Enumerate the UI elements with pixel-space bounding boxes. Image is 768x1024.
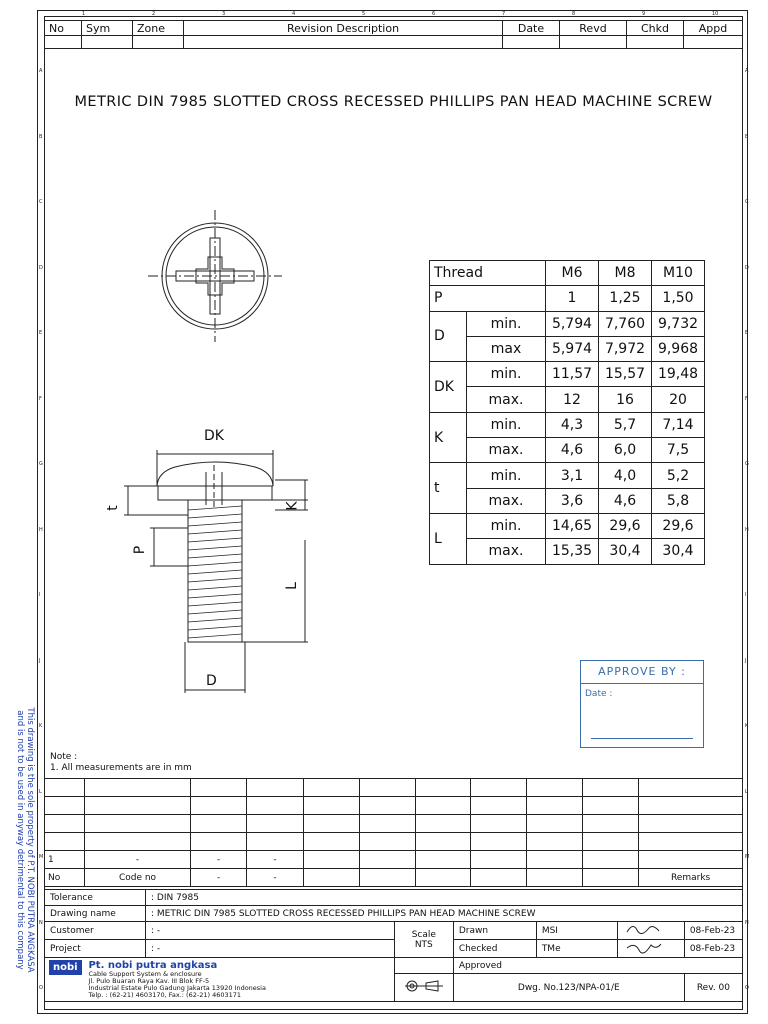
zone-letter: D bbox=[39, 264, 43, 271]
parts-list-row bbox=[45, 869, 743, 887]
rev-col-sym: Sym bbox=[82, 21, 133, 36]
zone-letter: K bbox=[39, 723, 43, 729]
parts-list-cell bbox=[303, 779, 359, 797]
rev-col-chkd: Chkd bbox=[627, 21, 684, 36]
company-line-1: Cable Support System & enclosure bbox=[88, 970, 202, 978]
parts-list-cell bbox=[359, 833, 415, 851]
zone-letter: I bbox=[745, 592, 747, 598]
rev-col-appd: Appd bbox=[684, 21, 743, 36]
parts-list-cell bbox=[303, 869, 359, 887]
parts-list-cell bbox=[639, 815, 743, 833]
checked-signature bbox=[617, 940, 684, 958]
checked-by: TMe bbox=[536, 940, 617, 958]
parts-list-cell bbox=[415, 779, 471, 797]
column-number: 9 bbox=[642, 11, 646, 17]
spec-value: 3,1 bbox=[546, 463, 599, 488]
parts-list-row bbox=[45, 851, 743, 869]
parts-list-cell: - bbox=[247, 869, 303, 887]
proprietary-line-2: and is not to be used in anyway detrimental to this company bbox=[15, 710, 25, 970]
parts-list-cell bbox=[303, 851, 359, 869]
column-number: 2 bbox=[152, 11, 156, 17]
checked-date: 08-Feb-23 bbox=[684, 940, 742, 958]
parts-list-cell bbox=[527, 779, 583, 797]
spec-header-size: M8 bbox=[599, 261, 652, 286]
parts-list-cell bbox=[583, 779, 639, 797]
spec-param: K bbox=[430, 412, 467, 463]
zone-letter: F bbox=[745, 395, 748, 402]
spec-value: 9,968 bbox=[652, 336, 705, 361]
spec-header-size: M10 bbox=[652, 261, 705, 286]
company-line-3: Industrial Estate Pulo Gadung Jakarta 13920 Indonesia bbox=[88, 984, 266, 992]
signature-icon bbox=[623, 922, 663, 936]
spec-subrow-label: max bbox=[467, 336, 546, 361]
parts-list-cell bbox=[415, 833, 471, 851]
column-number: 7 bbox=[502, 11, 506, 17]
spec-value: 30,4 bbox=[599, 539, 652, 564]
spec-value: 4,6 bbox=[546, 438, 599, 463]
spec-value: 14,65 bbox=[546, 513, 599, 538]
zone-letter: B bbox=[745, 133, 749, 140]
parts-list-cell bbox=[527, 869, 583, 887]
parts-list-row bbox=[45, 815, 743, 833]
zone-letter: M bbox=[745, 854, 750, 860]
zone-letter: O bbox=[39, 985, 43, 991]
parts-list-cell bbox=[415, 797, 471, 815]
dim-label-p: P bbox=[132, 545, 149, 555]
scale-value: NTS bbox=[414, 939, 433, 950]
spec-subrow-label: min. bbox=[467, 463, 546, 488]
parts-list-cell bbox=[359, 851, 415, 869]
parts-list-cell: No bbox=[45, 869, 85, 887]
column-number: 5 bbox=[362, 11, 366, 17]
spec-value: 4,6 bbox=[599, 488, 652, 513]
parts-list-cell bbox=[415, 869, 471, 887]
parts-list-cell bbox=[191, 779, 247, 797]
parts-list-cell bbox=[583, 833, 639, 851]
rev-col-no: No bbox=[45, 21, 82, 36]
parts-list-cell: - bbox=[191, 869, 247, 887]
spec-subrow-label: min. bbox=[467, 311, 546, 336]
approve-box bbox=[580, 660, 704, 748]
spec-value: 1 bbox=[546, 286, 599, 311]
zone-letter: G bbox=[745, 461, 749, 467]
spec-value: 5,2 bbox=[652, 463, 705, 488]
spec-value: 5,8 bbox=[652, 488, 705, 513]
parts-list-row bbox=[45, 833, 743, 851]
revision-table bbox=[44, 20, 743, 49]
parts-list-row bbox=[45, 797, 743, 815]
zone-letter: N bbox=[39, 919, 43, 926]
spec-value: 12 bbox=[546, 387, 599, 412]
parts-list-cell bbox=[527, 797, 583, 815]
parts-list-cell bbox=[583, 869, 639, 887]
parts-list-cell: - bbox=[85, 851, 191, 869]
parts-list-cell: 1 bbox=[45, 851, 85, 869]
zone-letter: H bbox=[745, 526, 749, 533]
spec-param: P bbox=[430, 286, 546, 311]
drawing-name-value: : METRIC DIN 7985 SLOTTED CROSS RECESSED PHILLIPS PAN HEAD MACHINE SCREW bbox=[146, 906, 743, 922]
zone-letter: N bbox=[745, 919, 749, 926]
parts-list-cell bbox=[85, 779, 191, 797]
spec-row bbox=[430, 513, 705, 538]
zone-letter: G bbox=[39, 461, 43, 467]
drawn-label: Drawn bbox=[453, 922, 536, 940]
company-logo: nobi bbox=[49, 960, 82, 975]
spec-value: 16 bbox=[599, 387, 652, 412]
signature-icon bbox=[623, 940, 663, 954]
approve-signature-line bbox=[591, 738, 693, 739]
parts-list-cell bbox=[415, 851, 471, 869]
spec-row bbox=[430, 463, 705, 488]
parts-list-cell bbox=[303, 797, 359, 815]
spec-row bbox=[430, 336, 705, 361]
company-line-2: Jl. Pulo Buaran Raya Kav. III Blok FF-5 bbox=[88, 977, 210, 985]
parts-list-cell bbox=[45, 833, 85, 851]
approve-date-label: Date : bbox=[585, 689, 613, 699]
drawing-name-label: Drawing name bbox=[45, 906, 146, 922]
parts-list-cell bbox=[583, 815, 639, 833]
zone-letter: B bbox=[39, 133, 43, 140]
spec-row bbox=[430, 362, 705, 387]
proprietary-notice bbox=[15, 675, 35, 1005]
spec-subrow-label: max. bbox=[467, 387, 546, 412]
parts-list-cell bbox=[247, 815, 303, 833]
parts-list-cell bbox=[359, 797, 415, 815]
zone-letter: A bbox=[745, 68, 749, 74]
spec-row bbox=[430, 539, 705, 564]
spec-header-size: M6 bbox=[546, 261, 599, 286]
spec-value: 29,6 bbox=[652, 513, 705, 538]
column-number: 1 bbox=[82, 11, 86, 17]
parts-list-cell: Code no bbox=[85, 869, 191, 887]
spec-value: 15,57 bbox=[599, 362, 652, 387]
column-number: 4 bbox=[292, 11, 296, 17]
spec-value: 11,57 bbox=[546, 362, 599, 387]
spec-value: 7,5 bbox=[652, 438, 705, 463]
spec-param: L bbox=[430, 513, 467, 564]
zone-letter: M bbox=[39, 854, 44, 860]
parts-list-cell bbox=[45, 815, 85, 833]
dim-label-d: D bbox=[206, 673, 217, 689]
scale-label: Scale bbox=[411, 929, 436, 940]
parts-list-cell bbox=[247, 833, 303, 851]
scale-cell bbox=[394, 922, 453, 958]
spec-subrow-label: min. bbox=[467, 513, 546, 538]
spec-value: 15,35 bbox=[546, 539, 599, 564]
project-label: Project bbox=[45, 940, 146, 958]
parts-list-cell bbox=[247, 779, 303, 797]
spec-header-label: Thread bbox=[430, 261, 546, 286]
spec-value: 7,972 bbox=[599, 336, 652, 361]
parts-list-cell: - bbox=[247, 851, 303, 869]
note-heading: Note : bbox=[50, 752, 78, 762]
dimension-spec-table bbox=[429, 260, 705, 565]
zone-letter: L bbox=[39, 788, 42, 795]
parts-list-row bbox=[45, 779, 743, 797]
parts-list-cell bbox=[359, 815, 415, 833]
proprietary-line-1: This drawing is the sole property of P.T. NOBI PUTRA ANGKASA bbox=[25, 707, 35, 973]
customer-label: Customer bbox=[45, 922, 146, 940]
parts-list-cell bbox=[191, 797, 247, 815]
projection-symbol-icon bbox=[394, 974, 453, 1002]
revision-number: Rev. 00 bbox=[684, 974, 742, 1002]
parts-list-cell bbox=[45, 797, 85, 815]
tolerance-label: Tolerance bbox=[45, 890, 146, 906]
zone-letter: H bbox=[39, 526, 43, 533]
spec-subrow-label: max. bbox=[467, 438, 546, 463]
spec-value: 7,760 bbox=[599, 311, 652, 336]
screw-drawing bbox=[100, 210, 430, 700]
spec-value: 1,25 bbox=[599, 286, 652, 311]
parts-list-cell bbox=[583, 797, 639, 815]
spec-value: 4,0 bbox=[599, 463, 652, 488]
zone-letter: O bbox=[745, 985, 749, 991]
spec-value: 5,974 bbox=[546, 336, 599, 361]
parts-list-cell bbox=[303, 815, 359, 833]
spec-value: 7,14 bbox=[652, 412, 705, 437]
company-name: Pt. nobi putra angkasa bbox=[88, 960, 218, 971]
parts-list-cell bbox=[359, 779, 415, 797]
spec-subrow-label: max. bbox=[467, 539, 546, 564]
parts-list-cell bbox=[471, 851, 527, 869]
spec-subrow-label: min. bbox=[467, 362, 546, 387]
tolerance-value: : DIN 7985 bbox=[146, 890, 743, 906]
spec-row bbox=[430, 387, 705, 412]
zone-letter: E bbox=[39, 330, 43, 336]
spec-value: 4,3 bbox=[546, 412, 599, 437]
spec-value: 30,4 bbox=[652, 539, 705, 564]
spec-row bbox=[430, 311, 705, 336]
parts-list-cell bbox=[527, 833, 583, 851]
rev-col-description: Revision Description bbox=[184, 21, 503, 36]
title-block bbox=[44, 889, 743, 1002]
project-value: : - bbox=[146, 940, 395, 958]
spec-subrow-label: min. bbox=[467, 412, 546, 437]
zone-letter: J bbox=[745, 657, 747, 664]
drawing-number: Dwg. No.123/NPA-01/E bbox=[453, 974, 684, 1002]
spec-value: 3,6 bbox=[546, 488, 599, 513]
parts-list-cell bbox=[247, 797, 303, 815]
approved-label: Approved bbox=[453, 958, 742, 974]
parts-list-cell: Remarks bbox=[639, 869, 743, 887]
spec-value: 5,7 bbox=[599, 412, 652, 437]
approve-title: APPROVE BY : bbox=[581, 661, 703, 684]
drawn-date: 08-Feb-23 bbox=[684, 922, 742, 940]
drawn-by: MSI bbox=[536, 922, 617, 940]
parts-list-cell bbox=[639, 779, 743, 797]
rev-col-zone: Zone bbox=[133, 21, 184, 36]
zone-letter: D bbox=[745, 264, 749, 271]
parts-list-cell bbox=[415, 815, 471, 833]
drawn-signature bbox=[617, 922, 684, 940]
rev-col-revd: Revd bbox=[560, 21, 627, 36]
spec-subrow-label: max. bbox=[467, 488, 546, 513]
parts-list-cell bbox=[85, 815, 191, 833]
dim-label-k: K bbox=[284, 501, 301, 511]
spec-param: t bbox=[430, 463, 467, 514]
parts-list-cell bbox=[471, 815, 527, 833]
parts-list-cell bbox=[471, 797, 527, 815]
spec-row bbox=[430, 286, 705, 311]
column-number: 8 bbox=[572, 11, 576, 17]
spec-param: DK bbox=[430, 362, 467, 413]
spec-value: 1,50 bbox=[652, 286, 705, 311]
spec-row bbox=[430, 438, 705, 463]
parts-list-cell bbox=[527, 815, 583, 833]
note-line-1: 1. All measurements are in mm bbox=[50, 763, 192, 773]
parts-list-cell bbox=[471, 779, 527, 797]
dim-label-l: L bbox=[283, 582, 300, 590]
zone-letter: F bbox=[39, 395, 42, 402]
spec-value: 29,6 bbox=[599, 513, 652, 538]
spec-value: 6,0 bbox=[599, 438, 652, 463]
zone-letter: C bbox=[39, 199, 43, 205]
parts-list-cell bbox=[191, 833, 247, 851]
drawing-title: METRIC DIN 7985 SLOTTED CROSS RECESSED PHILLIPS PAN HEAD MACHINE SCREW bbox=[74, 94, 713, 110]
parts-list-cell: - bbox=[191, 851, 247, 869]
parts-list-cell bbox=[85, 833, 191, 851]
parts-list-cell bbox=[583, 851, 639, 869]
column-number: 3 bbox=[222, 11, 226, 17]
notes bbox=[50, 752, 192, 774]
spec-param: D bbox=[430, 311, 467, 362]
zone-letter: J bbox=[39, 657, 41, 664]
spec-value: 5,794 bbox=[546, 311, 599, 336]
checked-label: Checked bbox=[453, 940, 536, 958]
spec-value: 9,732 bbox=[652, 311, 705, 336]
parts-list-cell bbox=[639, 833, 743, 851]
company-block bbox=[45, 958, 395, 1002]
parts-list-cell bbox=[303, 833, 359, 851]
column-number: 6 bbox=[432, 11, 436, 17]
dim-label-dk: DK bbox=[204, 428, 224, 444]
spec-value: 20 bbox=[652, 387, 705, 412]
parts-list-table bbox=[44, 778, 743, 887]
dim-label-t: t bbox=[104, 505, 121, 511]
spec-row bbox=[430, 412, 705, 437]
zone-letter: L bbox=[745, 788, 748, 795]
parts-list-cell bbox=[639, 851, 743, 869]
customer-value: : - bbox=[146, 922, 395, 940]
parts-list-cell bbox=[191, 815, 247, 833]
zone-letter: C bbox=[745, 199, 749, 205]
parts-list-cell bbox=[45, 779, 85, 797]
scale-spacer bbox=[394, 958, 453, 974]
spec-value: 19,48 bbox=[652, 362, 705, 387]
zone-letter: K bbox=[745, 723, 749, 729]
rev-col-date: Date bbox=[503, 21, 560, 36]
parts-list-cell bbox=[85, 797, 191, 815]
parts-list-cell bbox=[471, 833, 527, 851]
zone-letter: I bbox=[39, 592, 41, 598]
parts-list-cell bbox=[527, 851, 583, 869]
parts-list-cell bbox=[359, 869, 415, 887]
zone-letter: A bbox=[39, 68, 43, 74]
spec-row bbox=[430, 488, 705, 513]
column-number: 10 bbox=[712, 11, 719, 17]
parts-list-cell bbox=[471, 869, 527, 887]
zone-letter: E bbox=[745, 330, 749, 336]
parts-list-cell bbox=[639, 797, 743, 815]
spec-header-row bbox=[430, 261, 705, 286]
company-line-4: Telp. : (62-21) 4603170, Fax.: (62-21) 4603171 bbox=[88, 991, 242, 999]
